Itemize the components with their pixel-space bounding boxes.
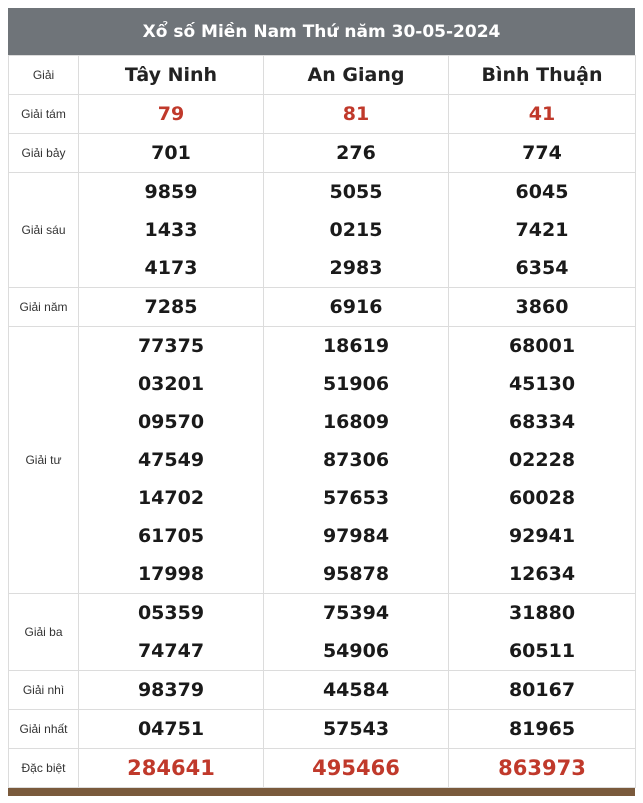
prize-number: 7285 (144, 296, 198, 318)
prize-number: 16809 (322, 411, 390, 433)
prize-number: 6916 (329, 296, 383, 318)
prize-number: 05359 (137, 602, 205, 624)
prize-label: Đặc biệt (9, 749, 79, 788)
prize-cell (264, 173, 449, 288)
prize-number: 74747 (137, 640, 205, 662)
prize-number: 09570 (137, 411, 205, 433)
prize-cell (79, 327, 264, 594)
prize-number: 44584 (322, 679, 390, 701)
prize-number: 863973 (498, 756, 586, 780)
prize-number: 45130 (508, 373, 576, 395)
prize-label: Giải tám (9, 95, 79, 134)
province-header-an-giang: An Giang (264, 56, 449, 95)
prize-cell (79, 749, 264, 788)
page-title: Xổ số Miền Nam Thứ năm 30-05-2024 (8, 8, 635, 55)
prize-cell (449, 327, 636, 594)
prize-cell (264, 134, 449, 173)
prize-row-giai-sau (9, 173, 636, 288)
prize-cell (79, 671, 264, 710)
province-header-binh-thuan: Bình Thuận (449, 56, 636, 95)
prize-number: 75394 (322, 602, 390, 624)
prize-number: 14702 (137, 487, 205, 509)
prize-cell (264, 288, 449, 327)
prize-number: 95878 (322, 563, 390, 585)
prize-label: Giải năm (9, 288, 79, 327)
prize-cell (79, 95, 264, 134)
prize-number: 18619 (322, 335, 390, 357)
prize-number: 495466 (312, 756, 400, 780)
prize-number: 68001 (508, 335, 576, 357)
prize-number: 97984 (322, 525, 390, 547)
prize-number: 54906 (322, 640, 390, 662)
prize-row-giai-nhi (9, 671, 636, 710)
prize-label: Giải tư (9, 327, 79, 594)
prize-label: Giải sáu (9, 173, 79, 288)
prize-row-dac-biet (9, 749, 636, 788)
prize-cell (264, 95, 449, 134)
prize-cell (449, 288, 636, 327)
prize-number: 6045 (515, 181, 569, 203)
prize-cell (449, 710, 636, 749)
prize-number: 774 (522, 142, 562, 164)
prize-cell (264, 327, 449, 594)
prize-number: 2983 (329, 257, 383, 279)
prize-cell (79, 710, 264, 749)
prize-cell (264, 671, 449, 710)
prize-number: 9859 (144, 181, 198, 203)
prize-number: 51906 (322, 373, 390, 395)
prize-rows (9, 95, 636, 788)
prize-number: 7421 (515, 219, 569, 241)
prize-number: 17998 (137, 563, 205, 585)
prize-cell (449, 671, 636, 710)
prize-number: 81 (342, 103, 370, 125)
prize-number: 701 (151, 142, 191, 164)
prize-number: 0215 (329, 219, 383, 241)
prize-number: 03201 (137, 373, 205, 395)
prize-number: 57653 (322, 487, 390, 509)
prize-number: 57543 (322, 718, 390, 740)
prize-column-header: Giải (9, 56, 79, 95)
prize-number: 284641 (127, 756, 215, 780)
prize-number: 60028 (508, 487, 576, 509)
prize-cell (79, 173, 264, 288)
prize-number: 92941 (508, 525, 576, 547)
prize-number: 77375 (137, 335, 205, 357)
prize-number: 60511 (508, 640, 576, 662)
prize-number: 04751 (137, 718, 205, 740)
prize-number: 3860 (515, 296, 569, 318)
prize-cell (449, 95, 636, 134)
prize-number: 87306 (322, 449, 390, 471)
prize-number: 81965 (508, 718, 576, 740)
prize-cell (449, 173, 636, 288)
prize-number: 98379 (137, 679, 205, 701)
prize-cell (264, 749, 449, 788)
prize-row-giai-nhat (9, 710, 636, 749)
prize-cell (449, 749, 636, 788)
prize-label: Giải nhì (9, 671, 79, 710)
prize-number: 47549 (137, 449, 205, 471)
results-panel (8, 8, 635, 796)
prize-row-giai-tam (9, 95, 636, 134)
prize-number: 02228 (508, 449, 576, 471)
prize-number: 61705 (137, 525, 205, 547)
prize-cell (79, 134, 264, 173)
prize-number: 4173 (144, 257, 198, 279)
prize-label: Giải bảy (9, 134, 79, 173)
prize-label: Giải nhất (9, 710, 79, 749)
prize-cell (79, 594, 264, 671)
prize-number: 1433 (144, 219, 198, 241)
prize-cell (264, 710, 449, 749)
prize-number: 5055 (329, 181, 383, 203)
prize-label: Giải ba (9, 594, 79, 671)
prize-row-giai-tu (9, 327, 636, 594)
prize-number: 79 (157, 103, 185, 125)
prize-cell (449, 134, 636, 173)
prize-number: 31880 (508, 602, 576, 624)
prize-cell (264, 594, 449, 671)
header-row (9, 56, 636, 95)
prize-row-giai-ba (9, 594, 636, 671)
prize-number: 41 (528, 103, 556, 125)
prize-number: 80167 (508, 679, 576, 701)
prize-cell (79, 288, 264, 327)
prize-number: 68334 (508, 411, 576, 433)
prize-number: 6354 (515, 257, 569, 279)
prize-row-giai-nam (9, 288, 636, 327)
prize-cell (449, 594, 636, 671)
results-table (8, 55, 636, 788)
prize-number: 276 (336, 142, 376, 164)
prize-number: 12634 (508, 563, 576, 585)
prize-row-giai-bay (9, 134, 636, 173)
province-header-tay-ninh: Tây Ninh (79, 56, 264, 95)
